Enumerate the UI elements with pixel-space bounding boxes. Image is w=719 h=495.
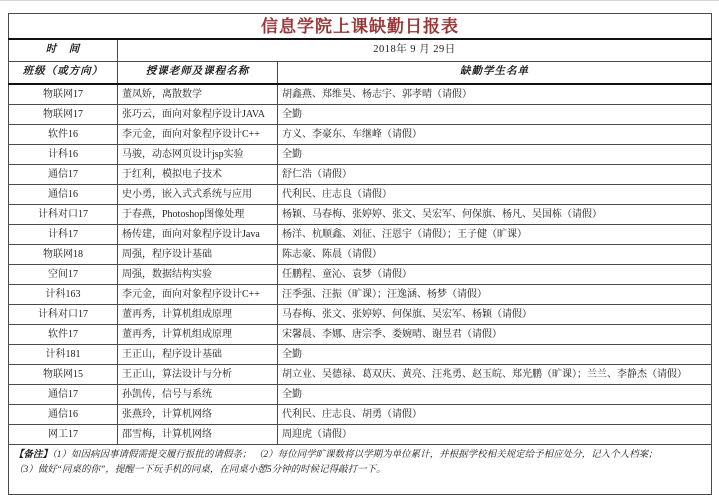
- class-cell: 空间17: [9, 265, 118, 285]
- course-cell: 周强，程序设计基础: [118, 245, 278, 265]
- absent-cell: 胡鑫燕、郑维昊、杨志宇、郭孝晴（请假）: [278, 84, 712, 105]
- class-cell: 计科16: [9, 145, 118, 165]
- course-cell: 孙凯传，信号与系统: [118, 385, 278, 405]
- remark-row: [9, 445, 712, 495]
- table-row: [9, 84, 712, 105]
- table-row: [9, 345, 712, 365]
- course-cell: 周强，数据结构实验: [118, 265, 278, 285]
- course-cell: 王正山，程序设计基础: [118, 345, 278, 365]
- class-cell: 网工17: [9, 425, 118, 445]
- absent-cell: 宋馨晨、李娜、唐宗季、娄婉晴、谢昱君（请假）: [278, 325, 712, 345]
- absent-cell: 代利民、庄志良（请假）: [278, 185, 712, 205]
- absent-cell: 代利民、庄志良、胡勇（请假）: [278, 405, 712, 425]
- absent-cell: 方义、李豪东、车继峰（请假）: [278, 125, 712, 145]
- absent-cell: 全勤: [278, 385, 712, 405]
- class-cell: 物联网17: [9, 105, 118, 125]
- report-date: 2018年 9 月 29日: [118, 39, 712, 62]
- time-row: [9, 39, 712, 62]
- remark-text-1: （1）如因病因事请假需提交履行报批的请假条； （2）每位同学旷课数将以学期为单位累计，并根据学校相关规定给予相应处分，记入个人档案；: [52, 450, 658, 460]
- absent-cell: 全勤: [278, 105, 712, 125]
- course-cell: 马骏，动态网页设计jsp实验: [118, 145, 278, 165]
- table-row: [9, 425, 712, 445]
- class-cell: 软件17: [9, 325, 118, 345]
- course-cell: 王正山，算法设计与分析: [118, 365, 278, 385]
- absent-cell: 马春梅、张文、张婷婷、何保旗、吴宏军、杨颖（请假）: [278, 305, 712, 325]
- time-label: 时 间: [9, 39, 118, 62]
- course-cell: 李元金，面向对象程序设计C++: [118, 125, 278, 145]
- course-cell: 史小勇，嵌入式式系统与应用: [118, 185, 278, 205]
- absent-cell: 胡立业、吴德禄、葛双庆、黄亮、汪兆勇、赵玉皖、郑光鹏（旷课）；兰兰、李静杰（请假）: [278, 365, 712, 385]
- course-cell: 邵雪梅，计算机网络: [118, 425, 278, 445]
- title-row: [9, 14, 712, 40]
- header-teacher-course: 授课老师及课程名称: [118, 62, 278, 85]
- absent-cell: 舒仁浩（请假）: [278, 165, 712, 185]
- absent-cell: 杨洋、杭顺鑫、刘征、汪恩宇（请假）；王子健（旷课）: [278, 225, 712, 245]
- course-cell: 于春燕，Photoshop图像处理: [118, 205, 278, 225]
- table-row: [9, 165, 712, 185]
- class-cell: 计科17: [9, 225, 118, 245]
- class-cell: 物联网17: [9, 84, 118, 105]
- class-cell: 计科163: [9, 285, 118, 305]
- class-cell: 通信16: [9, 185, 118, 205]
- remark-label: 【备注】: [14, 450, 53, 460]
- class-cell: 计科181: [9, 345, 118, 365]
- table-row: [9, 305, 712, 325]
- table-row: [9, 105, 712, 125]
- table-row: [9, 225, 712, 245]
- table-row: [9, 325, 712, 345]
- table-row: [9, 385, 712, 405]
- absent-cell: 全勤: [278, 345, 712, 365]
- table-row: [9, 265, 712, 285]
- table-row: [9, 185, 712, 205]
- absent-cell: 杨颖、马春梅、张婷婷、张文、吴宏军、何保旗、杨凡、吴国栋（请假）: [278, 205, 712, 225]
- absent-cell: 汪季强、汪振（旷课）；汪逸涵、杨梦（请假）: [278, 285, 712, 305]
- remark-line-1: [14, 448, 706, 463]
- class-cell: 计科对口17: [9, 205, 118, 225]
- course-cell: 董再秀，计算机组成原理: [118, 325, 278, 345]
- absence-report-table: [8, 13, 712, 495]
- absent-cell: 陈志豪、陈晨（请假）: [278, 245, 712, 265]
- course-cell: 杨传建，面向对象程序设计Java: [118, 225, 278, 245]
- class-cell: 软件16: [9, 125, 118, 145]
- remark-cell: [9, 445, 712, 495]
- table-row: [9, 145, 712, 165]
- table-row: [9, 365, 712, 385]
- table-row: [9, 125, 712, 145]
- header-class: 班级（或方向）: [9, 62, 118, 85]
- class-cell: 物联网18: [9, 245, 118, 265]
- header-absent-list: 缺勤学生名单: [278, 62, 712, 85]
- table-row: [9, 205, 712, 225]
- class-cell: 物联网15: [9, 365, 118, 385]
- course-cell: 于红利，模拟电子技术: [118, 165, 278, 185]
- report-rows: [9, 84, 712, 445]
- class-cell: 通信17: [9, 385, 118, 405]
- course-cell: 张燕玲，计算机网络: [118, 405, 278, 425]
- page-title: 信息学院上课缺勤日报表: [9, 14, 712, 40]
- absent-cell: 周迎虎（请假）: [278, 425, 712, 445]
- absent-cell: 全勤: [278, 145, 712, 165]
- class-cell: 计科对口17: [9, 305, 118, 325]
- remark-line-2: （3）做好“同桌的你”，提醒一下玩手机的同桌，在同桌小憩5分钟的时候记得敲打一下。: [14, 464, 386, 475]
- table-row: [9, 405, 712, 425]
- course-cell: 张巧云，面向对象程序设计JAVA: [118, 105, 278, 125]
- course-cell: 李元金，面向对象程序设计C++: [118, 285, 278, 305]
- class-cell: 通信16: [9, 405, 118, 425]
- table-row: [9, 245, 712, 265]
- column-header-row: [9, 62, 712, 85]
- absent-cell: 任鹏程、童沁、袁梦（请假）: [278, 265, 712, 285]
- course-cell: 董凤娇，离散数学: [118, 84, 278, 105]
- course-cell: 董再秀，计算机组成原理: [118, 305, 278, 325]
- table-row: [9, 285, 712, 305]
- class-cell: 通信17: [9, 165, 118, 185]
